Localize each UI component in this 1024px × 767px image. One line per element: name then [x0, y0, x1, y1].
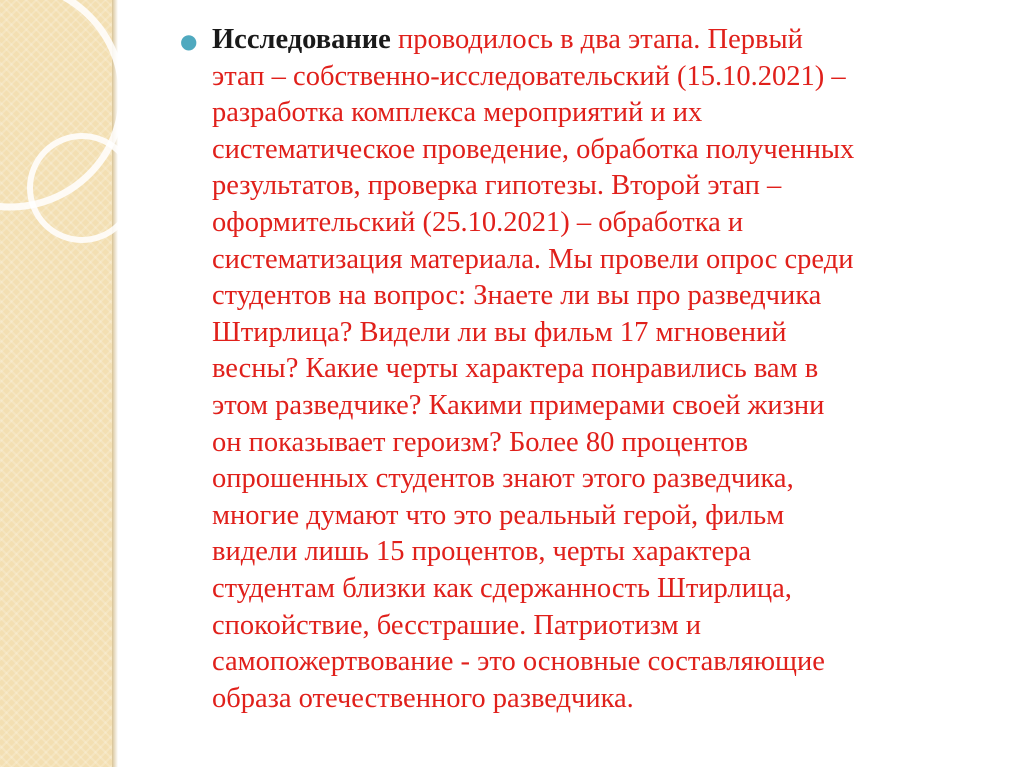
paragraph-body: проводилось в два этапа. Первый этап – собственно-исследовательский (15.10.2021) – разработка комплекса мероприятий и их систематическое проведение, обработка полученных результатов, проверка гипотезы. Второй этап – оформительский (25.10.2021) – обработка и систематизация материала. Мы провели опрос среди студентов на вопрос: Знаете ли вы про разведчика Штирлица? Видели ли вы фильм 17 мгновений весны? Какие черты характера понравились вам в этом разведчике? Какими примерами своей жизни он показывает героизм? Более 80 процентов опрошенных студентов знают этого разведчика, многие думают что это реальный герой, фильм видели лишь 15 процентов, черты характера студентам близки как сдержанность Штирлица, спокойствие, бесстрашие. Патриотизм и самопожертвование - это основные составляющие образа отечественного разведчика.: [212, 24, 855, 714]
lead-word: Исследование: [212, 24, 391, 55]
decorative-ring-upper: [0, 0, 122, 207]
bullet-dot-icon: ●: [180, 29, 198, 53]
slide-content: [180, 22, 990, 717]
research-paragraph: [212, 22, 854, 717]
decorative-arcs: [0, 0, 160, 330]
bullet-item: [180, 22, 990, 717]
decorative-ring-lower: [30, 136, 134, 240]
